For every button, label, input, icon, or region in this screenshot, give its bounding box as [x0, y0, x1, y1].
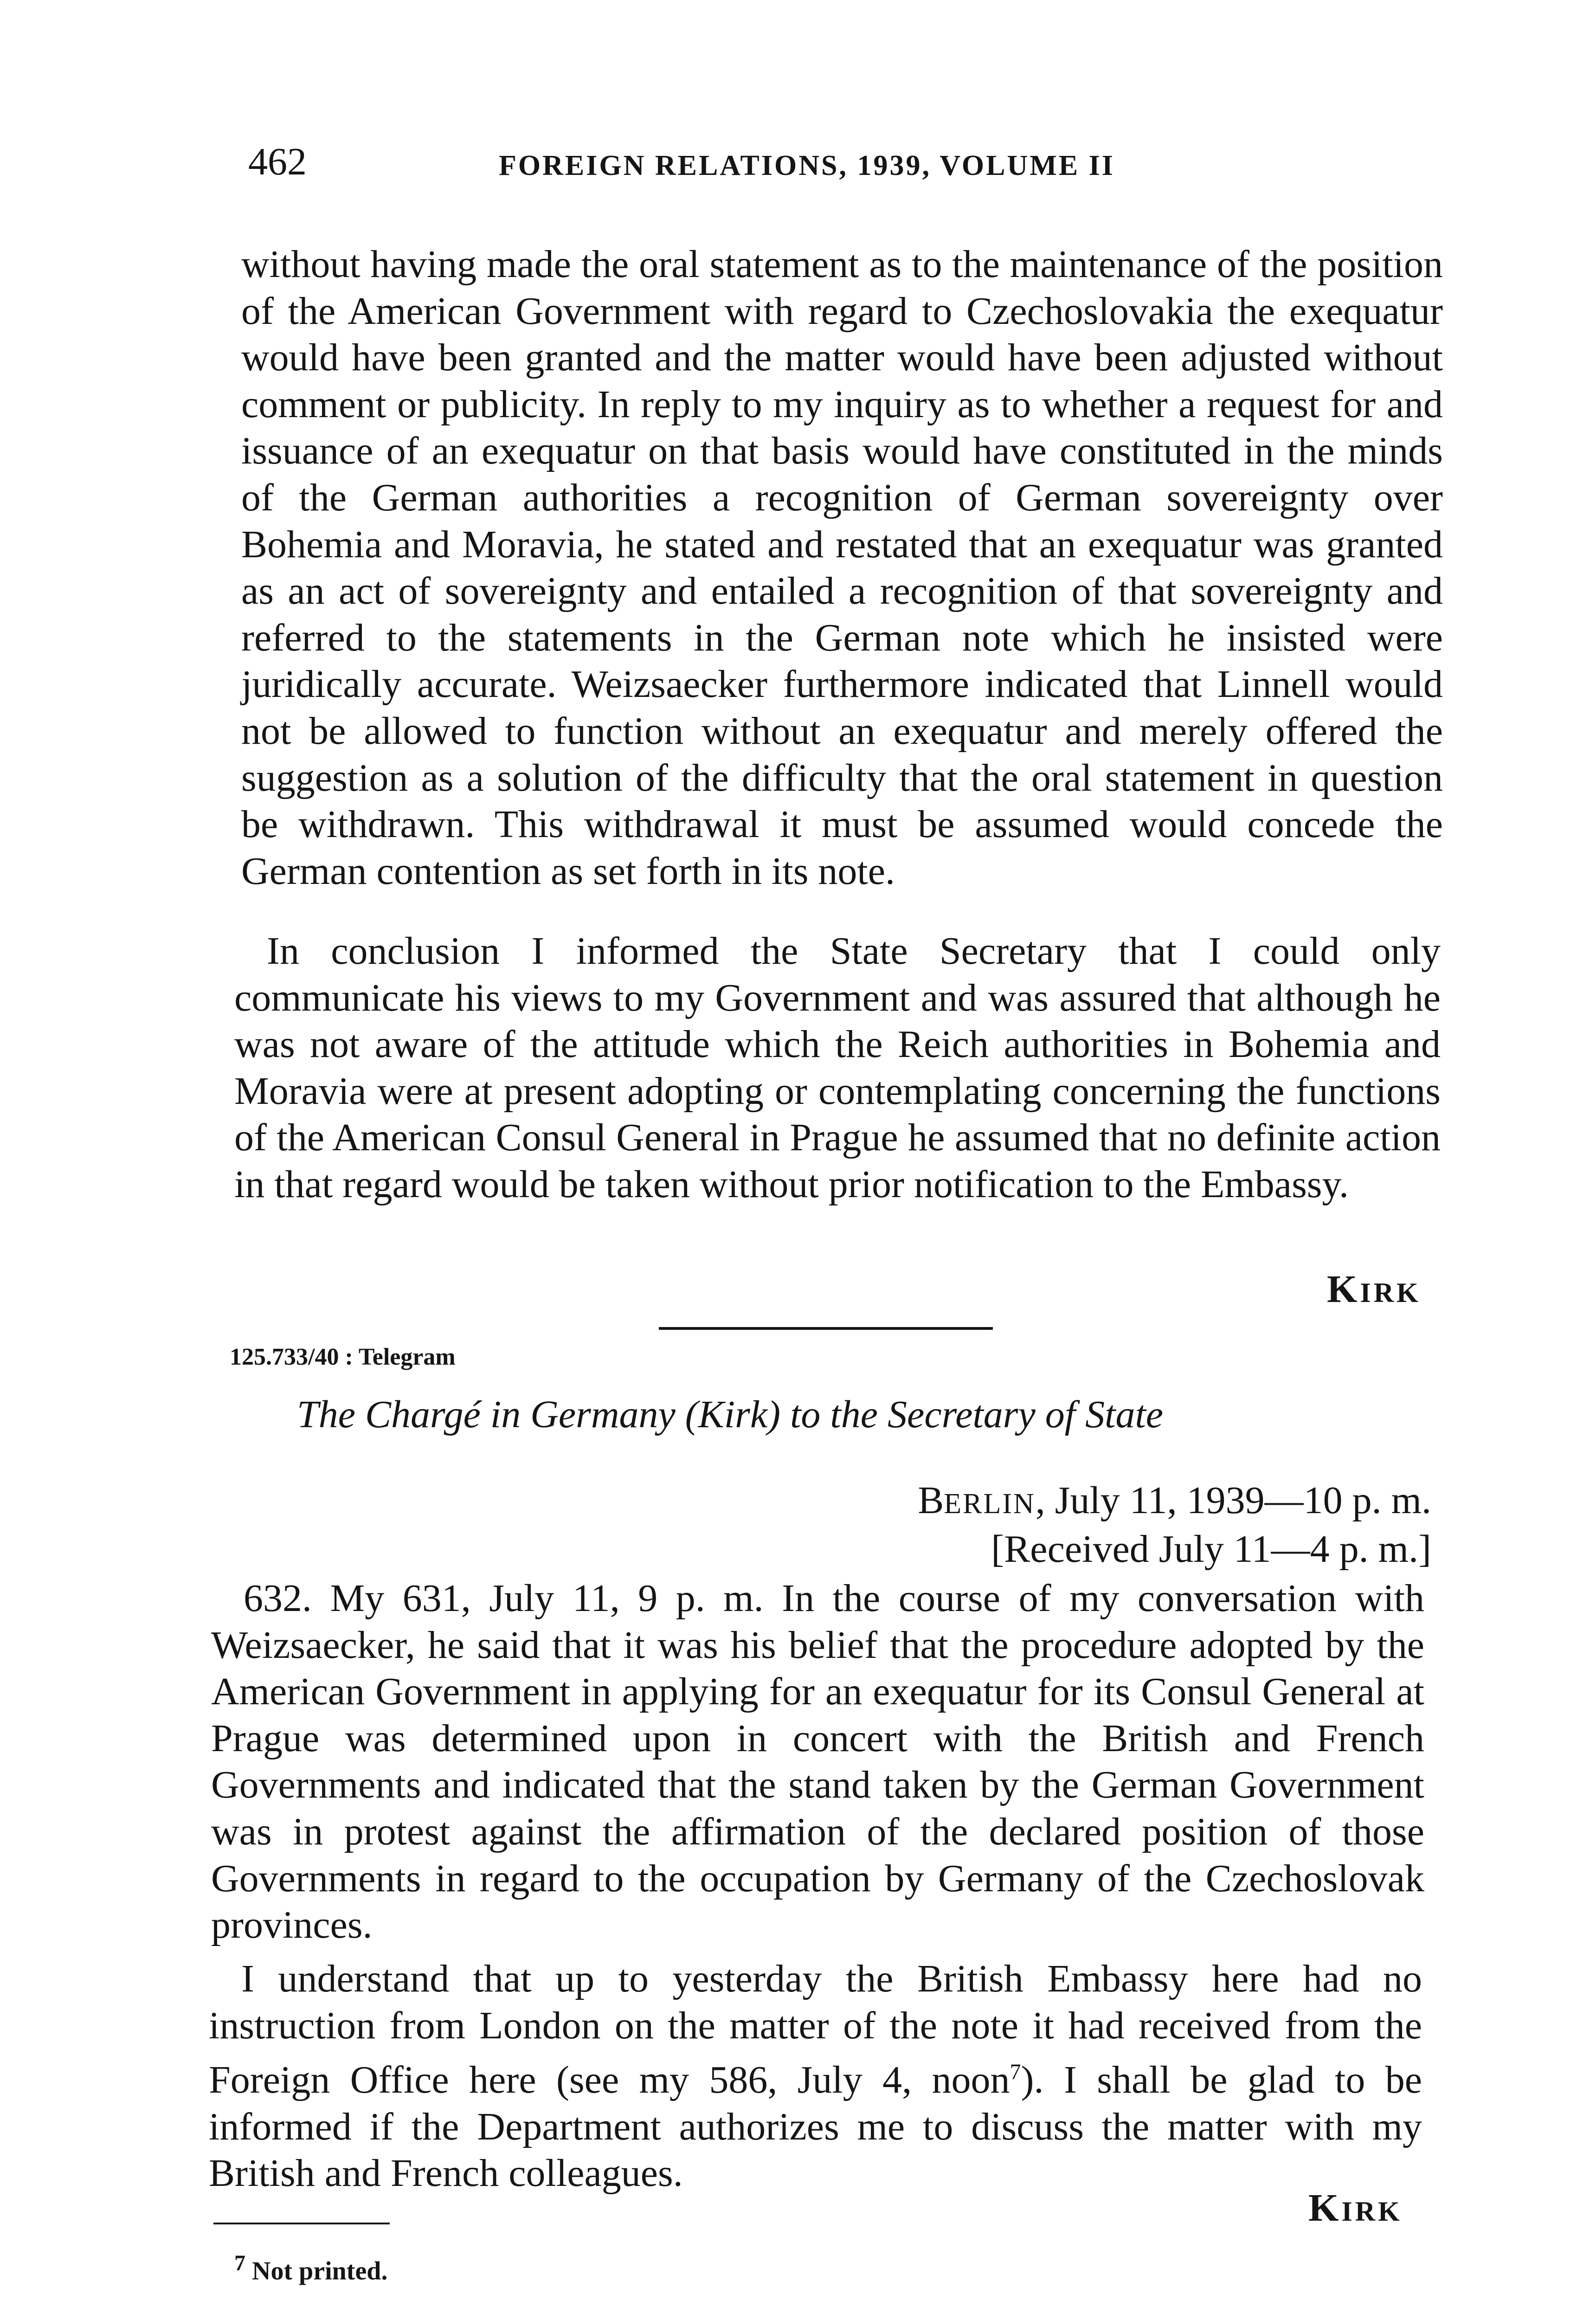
footnote-marker: 7 — [234, 2251, 245, 2275]
page-header — [248, 139, 1436, 204]
telegram-paragraph-2 — [209, 1956, 1422, 2197]
dateline-date: , July 11, 1939—10 p. m. — [1035, 1479, 1431, 1522]
signature-cap: K — [1308, 2186, 1342, 2230]
signature-kirk-2 — [1308, 2185, 1403, 2230]
file-reference: 125.733/40 : Telegram — [230, 1344, 456, 1370]
dateline-city-rest: ERLIN — [944, 1488, 1036, 1520]
footnote-divider — [213, 2223, 390, 2224]
signature-rest: IRK — [1360, 1277, 1421, 1308]
signature-kirk-1 — [1327, 1267, 1421, 1312]
page-number: 462 — [248, 140, 307, 183]
telegram-paragraph-2-text: I understand that up to yesterday the British Embassy here had no instruction from London on the matter of the note it had received from the Foreign Office here (see my 586, July 4, noon — [209, 1957, 1422, 2102]
dateline — [835, 1478, 1431, 1523]
footnote — [234, 2250, 387, 2286]
running-head: FOREIGN RELATIONS, 1939, VOLUME II — [499, 150, 1115, 181]
signature-rest: IRK — [1341, 2196, 1403, 2227]
continuation-paragraph-1: without having made the oral statement as to the maintenance of the position of the American Government with regard to Czechoslovakia the exequatur would have been granted and the matter would have been adjusted without comment or publicity. In reply to my inquiry as to whether a request for and issuance of an exequatur on that basis would have constituted in the minds of the German authorities a recognition of German sovereignty over Bohemia and Moravia, he stated and restated that an exequatur was granted as an act of sovereignty and entailed a recognition of that sovereignty and referred to the statements in the German note which he insisted were juridically accurate. Weizsaecker furthermore indicated that Linnell would not be allowed to function without an exequatur and merely offered the suggestion as a solution of the difficulty that the oral statement in question be withdrawn. This withdrawal it must be assumed would concede the German contention as set forth in its note. — [241, 243, 1443, 893]
footnote-reference: 7 — [1010, 2060, 1021, 2085]
section-divider — [659, 1327, 993, 1330]
received-line: [Received July 11—4 p. m.] — [991, 1527, 1431, 1571]
telegram-paragraph-2-text-end: ). I shall be glad to be informed if the Department authorizes me to discuss the matter with my British and French colleagues. — [209, 2058, 1422, 2195]
continuation-paragraph-2: In conclusion I informed the State Secretary that I could only communicate his views to my Government and was assured that although he was not aware of the attitude which the Reich authorities in Bohemia and Moravia were at present adopting or contemplating concerning the functions of the American Consul General in Prague he assumed that no definite action in that regard would be taken without prior notification to the Embassy. — [234, 929, 1441, 1206]
signature-cap: K — [1327, 1268, 1360, 1311]
document-title: The Chargé in Germany (Kirk) to the Secretary of State — [297, 1393, 1164, 1436]
dateline-city-cap: B — [918, 1479, 944, 1522]
telegram-paragraph-1: 632. My 631, July 11, 9 p. m. In the course of my conversation with Weizsaecker, he said that it was his belief that the procedure adopted by the American Government in applying for an exequatur for its Consul General at Prague was determined upon in concert with the British and French Governments and indicated that the stand taken by the German Government was in protest against the affirmation of the declared position of those Governments in regard to the occupation by Germany of the Czechoslovak provinces. — [211, 1577, 1424, 1947]
footnote-text: Not printed. — [245, 2256, 388, 2286]
